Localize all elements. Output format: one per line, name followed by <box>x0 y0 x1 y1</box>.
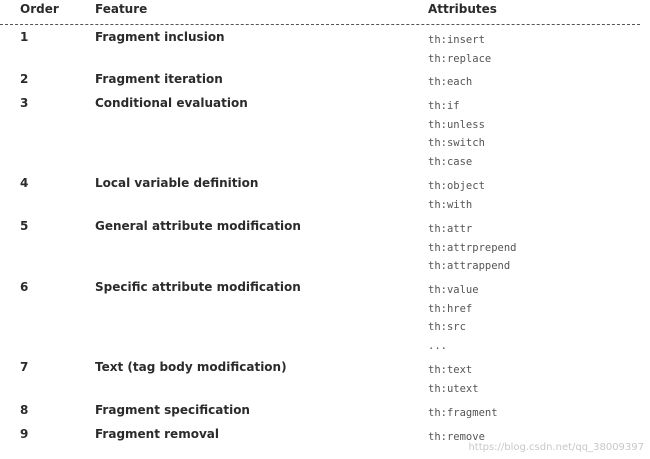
attribute-name: th:unless <box>428 118 485 131</box>
row-attributes <box>428 73 472 92</box>
row-attributes <box>428 31 491 68</box>
header-feature: Feature <box>95 2 148 16</box>
row-attributes <box>428 177 485 214</box>
row-order: 9 <box>20 427 29 441</box>
row-order: 4 <box>20 176 29 190</box>
attribute-name: th:utext <box>428 382 479 395</box>
row-order: 8 <box>20 403 29 417</box>
attribute-name: th:if <box>428 100 460 112</box>
row-feature: Fragment iteration <box>95 72 223 86</box>
attribute-name: th:remove <box>428 431 485 443</box>
row-feature: Text (tag body modification) <box>95 360 287 374</box>
row-order: 7 <box>20 360 29 374</box>
attribute-name: th:case <box>428 155 473 168</box>
row-feature: Specific attribute modification <box>95 280 301 294</box>
row-feature: Fragment specification <box>95 403 250 417</box>
row-attributes <box>428 97 485 171</box>
header-order: Order <box>20 2 59 16</box>
attribute-name: th:switch <box>428 137 485 150</box>
attribute-ellipsis: ... <box>428 339 447 352</box>
attribute-name: th:src <box>428 321 466 334</box>
row-feature: Local variable definition <box>95 176 259 190</box>
row-feature: Fragment removal <box>95 427 219 441</box>
attribute-name: th:text <box>428 364 473 376</box>
attribute-name: th:attr <box>428 223 473 235</box>
attribute-name: th:insert <box>428 34 485 46</box>
attribute-name: th:each <box>428 76 473 88</box>
attribute-name: th:fragment <box>428 407 498 419</box>
row-order: 1 <box>20 30 29 44</box>
attribute-name: th:attrprepend <box>428 241 517 254</box>
row-order: 5 <box>20 219 29 233</box>
header-attributes: Attributes <box>428 2 497 16</box>
attribute-name: th:value <box>428 284 479 296</box>
row-feature: Conditional evaluation <box>95 96 248 110</box>
attribute-name: th:href <box>428 302 473 315</box>
row-feature: Fragment inclusion <box>95 30 225 44</box>
row-attributes <box>428 404 498 423</box>
row-attributes <box>428 220 517 276</box>
row-order: 6 <box>20 280 29 294</box>
table-header <box>0 0 640 25</box>
row-attributes <box>428 361 479 398</box>
row-order: 3 <box>20 96 29 110</box>
attribute-name: th:with <box>428 198 473 211</box>
attribute-name: th:replace <box>428 52 492 65</box>
row-order: 2 <box>20 72 29 86</box>
source-watermark: https://blog.csdn.net/qq_38009397 <box>468 442 644 453</box>
row-attributes <box>428 281 479 355</box>
attribute-name: th:object <box>428 180 485 192</box>
row-feature: General attribute modification <box>95 219 301 233</box>
attribute-name: th:attrappend <box>428 260 511 273</box>
